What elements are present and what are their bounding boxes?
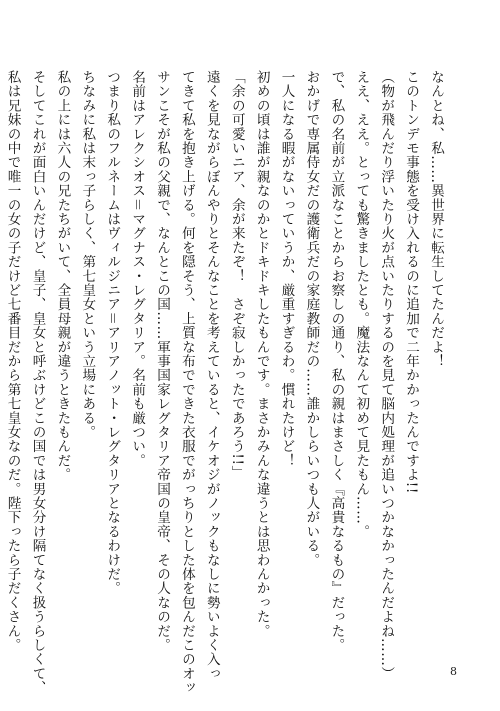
page-number: 8	[450, 665, 457, 678]
text-line: 名前はアレクシオス＝マグナス・レグタリア。名前も厳つい。	[129, 70, 146, 468]
text-line: このトンデモ事態を受け入れるのに追加で二年かかったんですよ!!	[403, 70, 420, 494]
text-line: 私の上には六人の兄たちがいて、全員母親が違うときたもんだ。	[54, 70, 71, 482]
text-line: 「余の可愛いニア、余が来たぞ！ さぞ寂しかったであろう!!」	[228, 70, 245, 480]
text-line: サンこそが私の父親で、なんとこの国……軍事国家レグタリア帝国の皇帝、その人なのだ。	[154, 70, 171, 653]
text-line: 私は兄妹の中で唯一の女の子だけど七番目だから第七皇女なのだ。陛下ったら子だくさん。	[4, 70, 21, 653]
text-line: ええ、ええ。とっても驚きましたとも。魔法なんて初めて見たもん……。	[353, 70, 370, 539]
text-line: で、私の名前が立派なことからお察しの通り、私の親はまさしく『高貴なるもの』だった。	[328, 70, 345, 653]
text-line: つまり私のフルネームはヴィルジニア＝アリアノット・レグタリアとなるわけだ。	[104, 70, 121, 596]
text-line: 一人になる暇がないっていうか、厳重すぎるわ。慣れたけど！	[278, 70, 295, 468]
text-line: 遠くを見ながらぼんやりとそんなことを考えていると、イケオジがノックもなしに勢いよく入っ	[203, 70, 220, 681]
body-text	[0, 70, 448, 695]
text-line: （物が飛んだり浮いたり火が点いたりするのを見て脳内処理が追いつかなかったんだよね……）	[378, 70, 395, 681]
text-line: なんとね、私……異世界に転生してたんだよ！	[428, 70, 444, 369]
text-line: そしてこれが面白いんだけど、皇子、皇女と呼ぶけどこの国では男女分け隔てなく扱うらしくて、	[29, 70, 46, 695]
text-line: 初めの頃は誰が親なのかとドキドキしたもんです。まさかみんな違うとは思わんかった。	[253, 70, 270, 638]
text-line: おかげで専属侍女だの護衛兵だの家庭教師だの……誰かしらいつも人がいる。	[303, 70, 320, 567]
text-line: ちなみに私は末っ子らしく、第七皇女という立場にある。	[79, 70, 96, 440]
text-line: てきて私を抱き上げる。何を隠そう、上質な布でできた衣服でがっちりとした体を包んだこのオッ	[178, 70, 195, 695]
